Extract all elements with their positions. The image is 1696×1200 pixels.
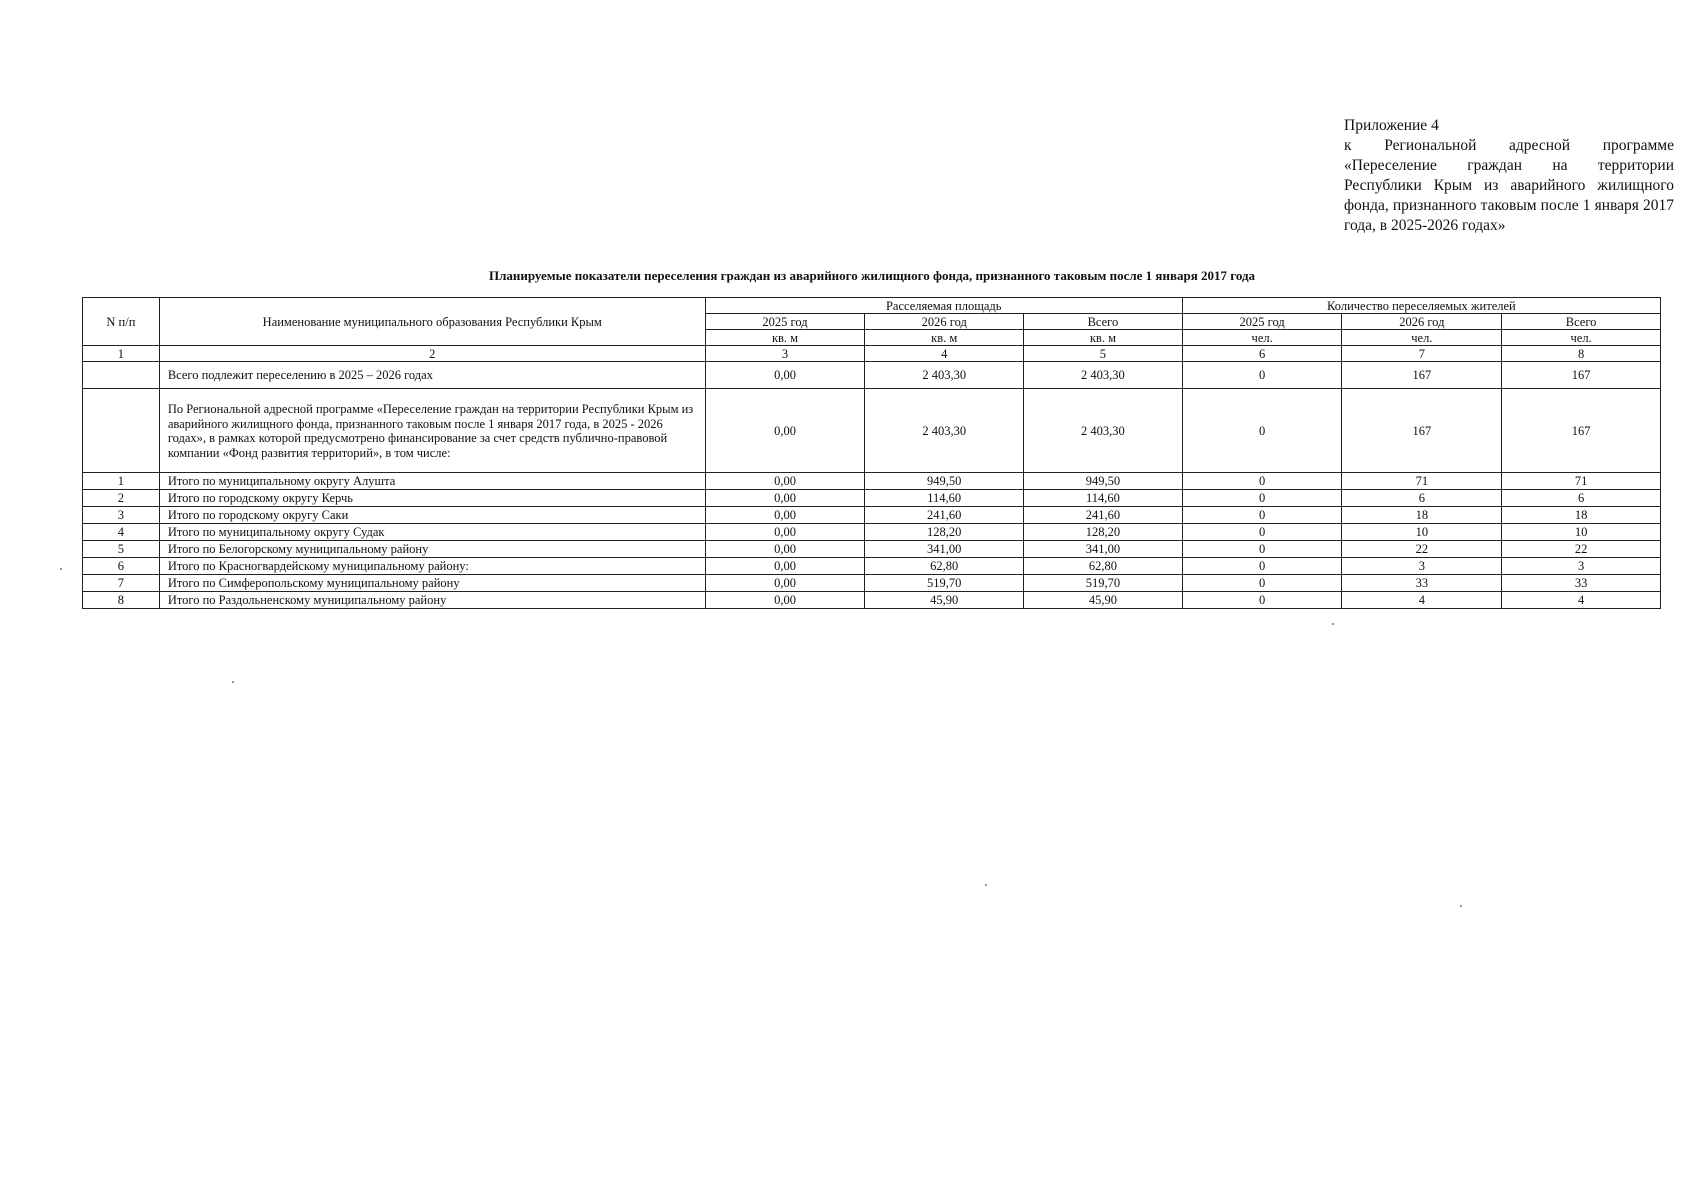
cell-people-2026: 10 (1342, 524, 1502, 541)
table-row (83, 524, 1661, 541)
attachment-description: к Региональной адресной программе «Переселение граждан на территории Республики Крым из аварийного жилищного фонда, признанного таковым после 1 января 2017 года, в 2025-2026 годах» (1344, 137, 1674, 234)
cell-name: Итого по Белогорскому муниципальному району (159, 541, 705, 558)
cell-num: 6 (83, 558, 160, 575)
cell-people-total: 10 (1502, 524, 1661, 541)
cell-num (83, 389, 160, 473)
cell-name: Итого по Раздольненскому муниципальному району (159, 592, 705, 609)
header-people-total: Всего (1502, 314, 1661, 330)
cell-people-2025: 0 (1182, 558, 1342, 575)
cell-num: 1 (83, 473, 160, 490)
cell-people-total: 71 (1502, 473, 1661, 490)
cell-people-2026: 3 (1342, 558, 1502, 575)
cell-people-2025: 0 (1182, 575, 1342, 592)
cell-area-2025: 0,00 (705, 473, 865, 490)
cell-num (83, 362, 160, 389)
cell-people-total: 6 (1502, 490, 1661, 507)
cell-num: 2 (83, 490, 160, 507)
table-row (83, 490, 1661, 507)
table-row (83, 592, 1661, 609)
scan-speck (985, 884, 987, 886)
header-row-groups (83, 298, 1661, 314)
cell-people-2025: 0 (1182, 592, 1342, 609)
cell-area-2025: 0,00 (705, 592, 865, 609)
cell-people-2026: 4 (1342, 592, 1502, 609)
column-number: 5 (1024, 346, 1183, 362)
cell-name: Всего подлежит переселению в 2025 – 2026 годах (159, 362, 705, 389)
cell-people-2025: 0 (1182, 524, 1342, 541)
cell-num: 4 (83, 524, 160, 541)
cell-area-2025: 0,00 (705, 507, 865, 524)
column-number: 8 (1502, 346, 1661, 362)
cell-num: 8 (83, 592, 160, 609)
column-number: 3 (705, 346, 865, 362)
cell-area-total: 2 403,30 (1024, 389, 1183, 473)
cell-people-2026: 6 (1342, 490, 1502, 507)
scan-speck (1460, 905, 1462, 907)
cell-area-total: 241,60 (1024, 507, 1183, 524)
header-area-2025: 2025 год (705, 314, 865, 330)
column-number: 1 (83, 346, 160, 362)
table-row (83, 558, 1661, 575)
cell-name: Итого по Красногвардейскому муниципальному району: (159, 558, 705, 575)
cell-name: Итого по муниципальному округу Алушта (159, 473, 705, 490)
cell-area-2026: 62,80 (865, 558, 1024, 575)
cell-people-2025: 0 (1182, 473, 1342, 490)
cell-people-2025: 0 (1182, 389, 1342, 473)
column-number: 7 (1342, 346, 1502, 362)
cell-people-2025: 0 (1182, 362, 1342, 389)
header-people-2025: 2025 год (1182, 314, 1342, 330)
cell-name: Итого по городскому округу Саки (159, 507, 705, 524)
cell-people-2025: 0 (1182, 507, 1342, 524)
header-num: N п/п (83, 298, 160, 346)
cell-people-total: 18 (1502, 507, 1661, 524)
cell-area-2026: 341,00 (865, 541, 1024, 558)
attachment-number: Приложение 4 (1344, 117, 1439, 134)
scan-speck (60, 568, 62, 570)
header-people-2026: 2026 год (1342, 314, 1502, 330)
column-number: 4 (865, 346, 1024, 362)
cell-area-2025: 0,00 (705, 490, 865, 507)
cell-name: Итого по городскому округу Керчь (159, 490, 705, 507)
table-row (83, 541, 1661, 558)
cell-area-total: 519,70 (1024, 575, 1183, 592)
scan-speck (232, 681, 234, 683)
cell-people-total: 167 (1502, 389, 1661, 473)
cell-people-total: 33 (1502, 575, 1661, 592)
column-number-row (83, 346, 1661, 362)
table-row (83, 507, 1661, 524)
cell-people-2025: 0 (1182, 541, 1342, 558)
unit-area-total: кв. м (1024, 330, 1183, 346)
cell-people-2026: 167 (1342, 362, 1502, 389)
cell-area-2026: 2 403,30 (865, 389, 1024, 473)
cell-people-total: 3 (1502, 558, 1661, 575)
cell-area-2026: 114,60 (865, 490, 1024, 507)
header-residents-group: Количество переселяемых жителей (1182, 298, 1660, 314)
column-number: 6 (1182, 346, 1342, 362)
unit-people-2026: чел. (1342, 330, 1502, 346)
header-area-total: Всего (1024, 314, 1183, 330)
cell-area-total: 62,80 (1024, 558, 1183, 575)
cell-area-total: 45,90 (1024, 592, 1183, 609)
cell-people-2026: 167 (1342, 389, 1502, 473)
cell-people-2025: 0 (1182, 490, 1342, 507)
column-number: 2 (159, 346, 705, 362)
cell-area-2026: 241,60 (865, 507, 1024, 524)
cell-num: 3 (83, 507, 160, 524)
cell-people-2026: 22 (1342, 541, 1502, 558)
cell-num: 5 (83, 541, 160, 558)
table-row (83, 473, 1661, 490)
cell-area-2025: 0,00 (705, 389, 865, 473)
document-title: Планируемые показатели переселения граждан из аварийного жилищного фонда, признанного таковым после 1 января 2017 года (488, 268, 1256, 283)
header-name: Наименование муниципального образования Республики Крым (159, 298, 705, 346)
unit-people-total: чел. (1502, 330, 1661, 346)
cell-name: Итого по Симферопольскому муниципальному району (159, 575, 705, 592)
header-area-2026: 2026 год (865, 314, 1024, 330)
cell-people-2026: 71 (1342, 473, 1502, 490)
table-row (83, 575, 1661, 592)
cell-area-2026: 519,70 (865, 575, 1024, 592)
cell-area-2025: 0,00 (705, 541, 865, 558)
unit-area-2026: кв. м (865, 330, 1024, 346)
attachment-block (1344, 116, 1674, 236)
cell-area-2025: 0,00 (705, 524, 865, 541)
cell-area-total: 341,00 (1024, 541, 1183, 558)
grand-total-row (83, 362, 1661, 389)
cell-area-total: 128,20 (1024, 524, 1183, 541)
cell-name: По Региональной адресной программе «Переселение граждан на территории Республики Крым из аварийного жилищного фонда, признанного таковым после 1 января 2017 года, в 2025 - 2026 годах», в рамках которой предусмотрено финансирование за счет средств публично-правовой компании «Фонд развития территорий», в том числе: (159, 389, 705, 473)
resettlement-table (82, 297, 1661, 609)
cell-people-total: 167 (1502, 362, 1661, 389)
cell-people-total: 22 (1502, 541, 1661, 558)
cell-area-total: 114,60 (1024, 490, 1183, 507)
unit-area-2025: кв. м (705, 330, 865, 346)
cell-area-2025: 0,00 (705, 575, 865, 592)
cell-area-2026: 128,20 (865, 524, 1024, 541)
cell-area-2025: 0,00 (705, 558, 865, 575)
cell-area-2025: 0,00 (705, 362, 865, 389)
unit-people-2025: чел. (1182, 330, 1342, 346)
cell-area-2026: 45,90 (865, 592, 1024, 609)
cell-people-total: 4 (1502, 592, 1661, 609)
cell-name: Итого по муниципальному округу Судак (159, 524, 705, 541)
program-total-row (83, 389, 1661, 473)
cell-area-2026: 949,50 (865, 473, 1024, 490)
scan-speck (1332, 623, 1334, 625)
cell-num: 7 (83, 575, 160, 592)
cell-area-total: 949,50 (1024, 473, 1183, 490)
cell-area-2026: 2 403,30 (865, 362, 1024, 389)
cell-people-2026: 18 (1342, 507, 1502, 524)
cell-people-2026: 33 (1342, 575, 1502, 592)
cell-area-total: 2 403,30 (1024, 362, 1183, 389)
header-area-group: Расселяемая площадь (705, 298, 1182, 314)
